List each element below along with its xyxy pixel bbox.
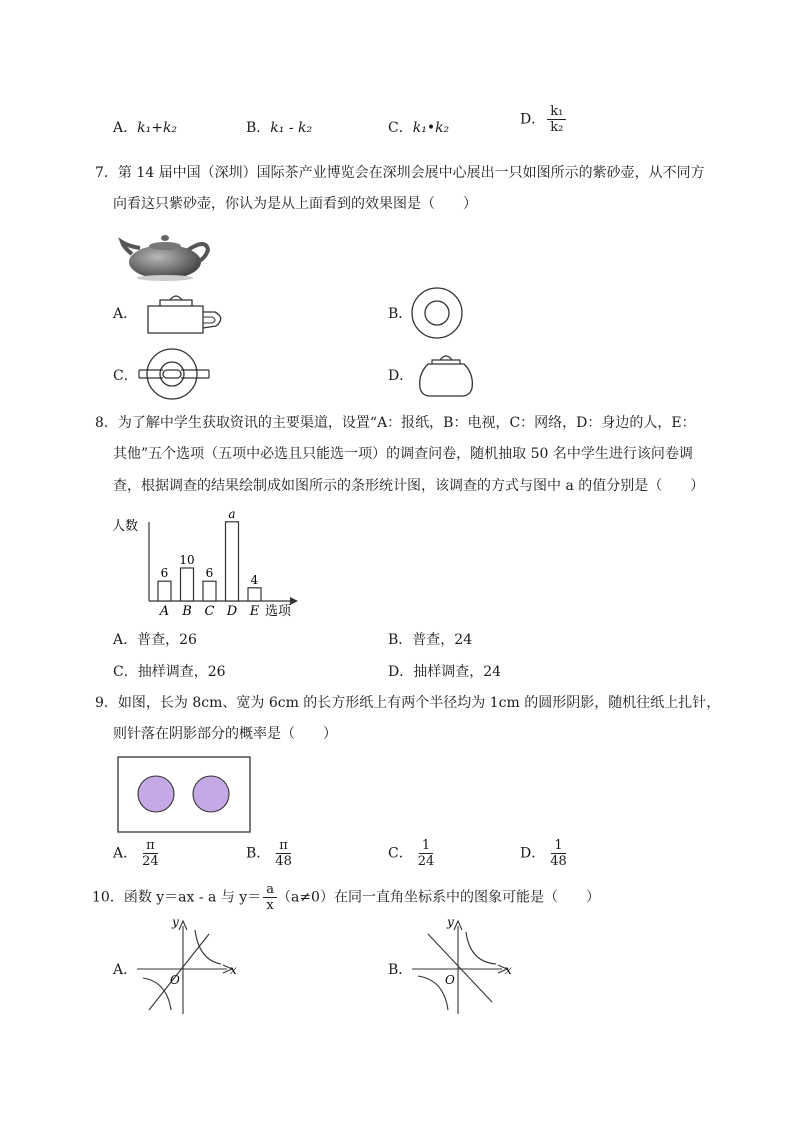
option-label: B． xyxy=(246,120,271,136)
bar-chart xyxy=(108,502,308,620)
fraction-denominator: 48 xyxy=(275,854,292,869)
option-expr: k₁•k₂ xyxy=(412,120,450,136)
teapot-front-view xyxy=(414,350,478,398)
q9-option-c[interactable] xyxy=(388,838,437,869)
option-label: A． xyxy=(113,845,138,862)
option-label: C． xyxy=(388,120,413,136)
q7-option-d[interactable]: D． xyxy=(388,368,414,384)
fraction-numerator: π xyxy=(276,838,291,854)
q10-option-b[interactable]: B． xyxy=(388,962,413,978)
fraction-numerator: a xyxy=(263,882,277,898)
bar-D xyxy=(226,522,239,601)
bar-value-label-D: a xyxy=(228,506,236,521)
hyperbola-branch-3 xyxy=(143,978,171,1010)
q6-option-c[interactable] xyxy=(388,118,449,138)
category-label-B: B xyxy=(182,604,192,619)
q10-stem-prefix: 10．函数 y＝ax - a 与 y＝ xyxy=(92,889,262,906)
bar-C xyxy=(203,581,216,601)
q6-option-d[interactable] xyxy=(520,104,566,135)
option-expr: k₁ - k₂ xyxy=(270,120,313,136)
q8-option-c[interactable]: C．抽样调查，26 xyxy=(113,664,226,680)
origin-label: O xyxy=(170,973,180,987)
category-label-D: D xyxy=(226,604,238,619)
shaded-circle-left xyxy=(138,776,174,812)
teapot-photo xyxy=(118,224,213,282)
q9-stem-line1: 9．如图，长为 8cm、宽为 6cm 的长方形纸上有两个半径均为 1cm 的圆形阴影，随机往纸上扎针， xyxy=(95,695,721,711)
option-label: A． xyxy=(113,120,138,136)
q8-option-a[interactable]: A．普查，26 xyxy=(113,632,197,648)
fraction xyxy=(415,838,438,869)
origin-label: O xyxy=(445,973,455,987)
option-label: B． xyxy=(246,845,271,862)
bar-E xyxy=(248,588,261,601)
line-graph xyxy=(149,934,209,1010)
fraction-denominator: k₂ xyxy=(550,120,564,135)
x-axis-label: x xyxy=(505,963,512,977)
bar-value-label-B: 10 xyxy=(179,553,195,567)
hyperbola-branch-1 xyxy=(466,932,496,964)
fraction-numerator: 1 xyxy=(551,838,565,854)
bar-value-label-A: 6 xyxy=(160,566,169,581)
fraction xyxy=(547,838,570,869)
fraction xyxy=(139,838,162,869)
category-label-E: E xyxy=(249,604,260,619)
bar-value-label-C: 6 xyxy=(205,566,214,581)
q8-stem-line1: 8．为了解中学生获取资讯的主要渠道，设置“A：报纸，B：电视，C：网络，D：身边的人，E： xyxy=(95,415,696,431)
q7-stem-line1: 7．第 14 届中国（深圳）国际茶产业博览会在深圳会展中心展出一只如图所示的紫砂壶，从不同方 xyxy=(95,165,705,181)
q9-stem-line2: 则针落在阴影部分的概率是（ ） xyxy=(113,726,337,742)
category-label-C: C xyxy=(204,604,215,619)
teapot-top-view-handle xyxy=(135,346,217,402)
fraction-denominator: 24 xyxy=(142,854,159,869)
q6-option-b[interactable] xyxy=(246,118,312,138)
q8-stem-line2: 其他”五个选项（五项中必选且只能选一项）的调查问卷，随机抽取 50 名中学生进行该问卷调 xyxy=(113,446,693,462)
teapot-side-view xyxy=(140,290,230,338)
fraction xyxy=(263,882,277,913)
teapot-top-view-rings xyxy=(410,286,466,342)
q8-stem-line3: 查，根据调查的结果绘制成如图所示的条形统计图，该调查的方式与图中 a 的值分别是（ ） xyxy=(113,478,705,494)
q10-stem-suffix: （a≠0）在同一直角坐标系中的图象可能是（ ） xyxy=(276,889,600,906)
rectangle-paper-figure xyxy=(116,755,252,835)
fraction-denominator: 24 xyxy=(417,854,435,869)
q7-stem-line2: 向看这只紫砂壶，你认为是从上面看到的效果图是（ ） xyxy=(113,196,477,212)
q9-option-b[interactable] xyxy=(246,838,295,869)
category-label-A: A xyxy=(159,604,170,619)
x-axis-arrow xyxy=(290,597,298,605)
q7-option-b[interactable]: B． xyxy=(388,306,413,322)
y-axis-label: y xyxy=(172,916,179,929)
option-expr: k₁+k₂ xyxy=(137,120,178,136)
q6-option-a[interactable] xyxy=(113,118,177,138)
q7-option-c[interactable]: C． xyxy=(113,368,138,384)
shaded-circle-right xyxy=(193,776,229,812)
chart-xlabel: 选项 xyxy=(265,604,292,619)
line-graph xyxy=(428,934,492,1002)
q10-stem xyxy=(92,882,600,913)
fraction xyxy=(272,838,295,869)
option-label: D． xyxy=(520,111,546,128)
fraction-numerator: 1 xyxy=(419,838,433,854)
bar-B xyxy=(181,568,194,601)
q8-option-d[interactable]: D．抽样调查，24 xyxy=(388,664,502,680)
q8-option-b[interactable]: B．普查，24 xyxy=(388,632,473,648)
y-axis-label: y xyxy=(447,916,454,929)
fraction-numerator: π xyxy=(143,838,158,854)
option-label: C． xyxy=(388,845,413,862)
fraction-numerator: k₁ xyxy=(547,104,566,120)
graph-a xyxy=(135,916,241,1016)
q10-option-a[interactable]: A． xyxy=(113,962,138,978)
x-axis-label: x xyxy=(230,963,237,977)
chart-ylabel: 人数 xyxy=(112,519,139,534)
q9-option-d[interactable] xyxy=(520,838,570,869)
fraction-denominator: x xyxy=(266,898,274,913)
q7-option-a[interactable]: A． xyxy=(113,306,138,322)
fraction-denominator: 48 xyxy=(550,854,567,869)
fraction xyxy=(547,104,566,135)
option-label: D． xyxy=(520,845,546,862)
hyperbola-branch-3 xyxy=(418,976,448,1010)
bar-value-label-E: 4 xyxy=(250,572,259,587)
graph-b xyxy=(410,916,516,1016)
bar-A xyxy=(158,581,171,601)
q9-option-a[interactable] xyxy=(113,838,162,869)
